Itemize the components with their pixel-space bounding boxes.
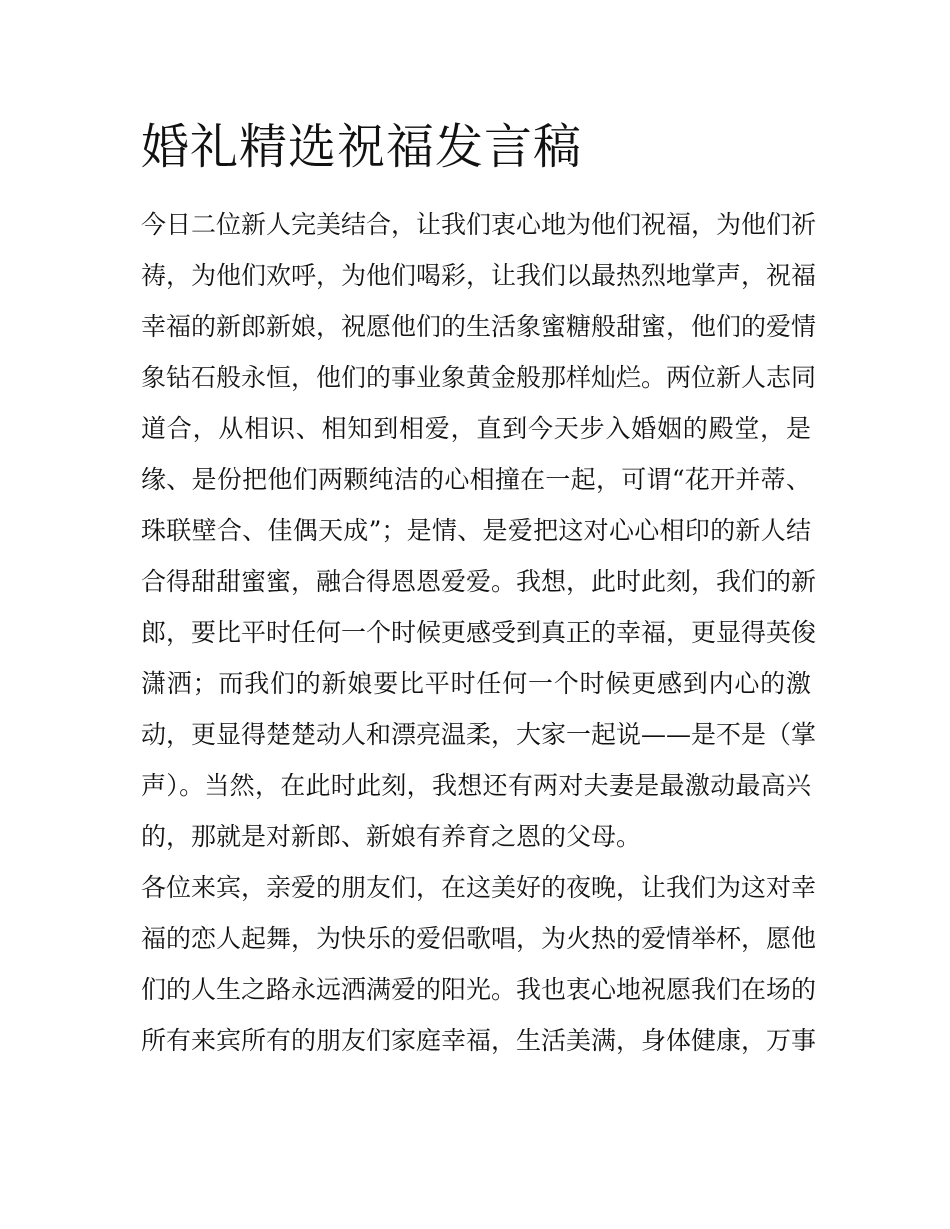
body-line: 幸福的新郎新娘，祝愿他们的生活象蜜糖般甜蜜，他们的爱情 [141, 312, 817, 341]
body-line: 合得甜甜蜜蜜，融合得恩恩爱爱。我想，此时此刻，我们的新 [141, 567, 817, 596]
body-line: 祷，为他们欢呼，为他们喝彩，让我们以最热烈地掌声，祝福 [141, 261, 817, 290]
body-line: 象钻石般永恒，他们的事业象黄金般那样灿烂。两位新人志同 [141, 363, 817, 392]
body-line: 潇洒；而我们的新娘要比平时任何一个时候更感到内心的激 [141, 669, 811, 698]
body-line: 所有来宾所有的朋友们家庭幸福，生活美满，身体健康，万事 [141, 1026, 817, 1055]
body-line: 声）。当然，在此时此刻，我想还有两对夫妻是最激动最高兴 [141, 771, 811, 800]
body-line: 动，更显得楚楚动人和漂亮温柔，大家一起说——是不是（掌 [141, 720, 817, 749]
body-line: 道合，从相识、相知到相爱，直到今天步入婚姻的殿堂，是 [141, 414, 811, 443]
body-line: 今日二位新人完美结合，让我们衷心地为他们祝福，为他们祈 [141, 210, 817, 239]
body-line: 福的恋人起舞，为快乐的爱侣歌唱，为火热的爱情举杯，愿他 [141, 924, 817, 953]
body-line: 各位来宾，亲爱的朋友们，在这美好的夜晚，让我们为这对幸 [141, 873, 817, 902]
body-line: 郎，要比平时任何一个时候更感受到真正的幸福，更显得英俊 [141, 618, 817, 647]
body-line: 缘、是份把他们两颗纯洁的心相撞在一起，可谓“花开并蒂、 [141, 465, 811, 494]
document-title: 婚礼精选祝福发言稿 [141, 119, 583, 175]
body-line: 的，那就是对新郎、新娘有养育之恩的父母。 [141, 822, 642, 851]
document-body [141, 199, 817, 1066]
body-line: 珠联壁合、佳偶天成”；是情、是爱把这对心心相印的新人结 [141, 516, 811, 545]
body-line: 们的人生之路永远洒满爱的阳光。我也衷心地祝愿我们在场的 [141, 975, 817, 1004]
